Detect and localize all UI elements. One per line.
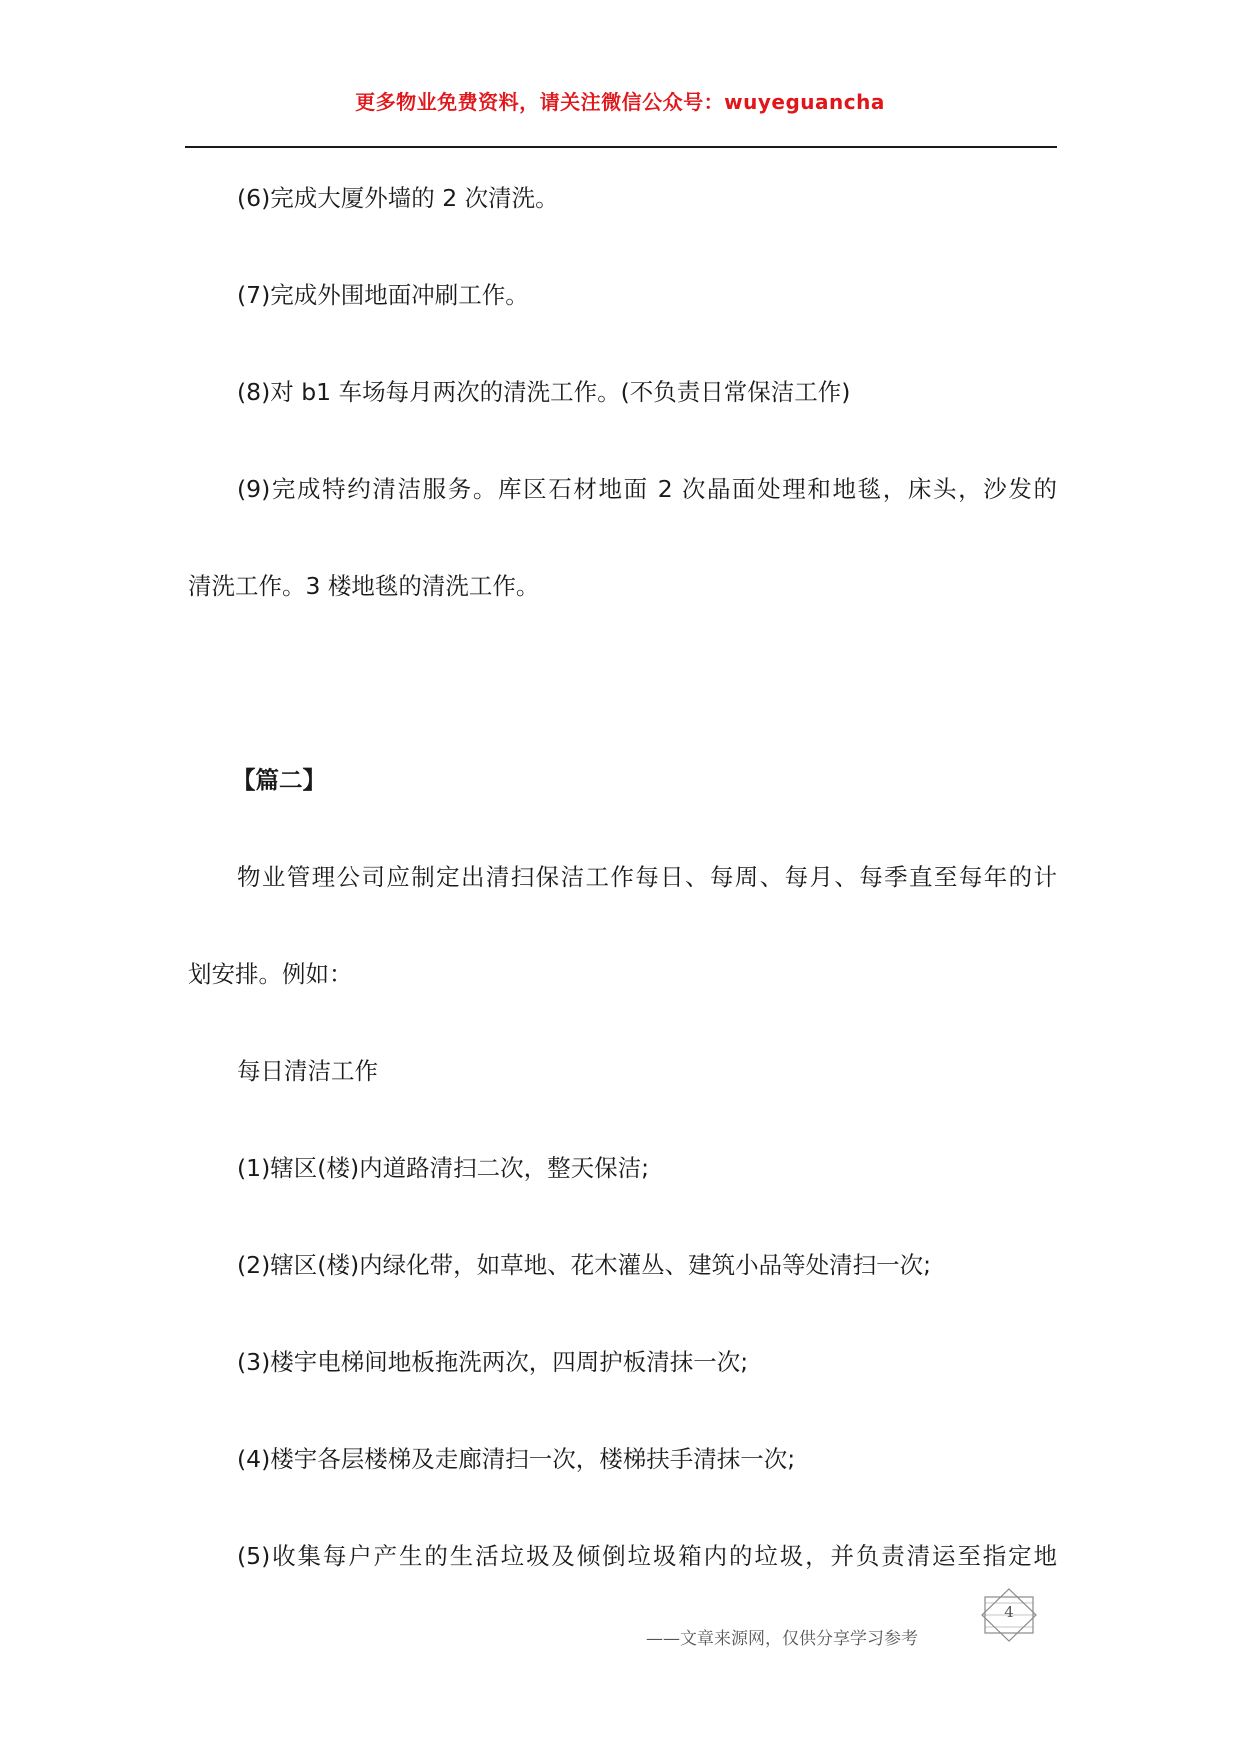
paragraph-item-9-line-1: (9)完成特约清洁服务。库区石材地面 2 次晶面处理和地毯，床头，沙发的 [237, 475, 1057, 503]
section-heading: 【篇二】 [232, 766, 326, 794]
paragraph-item-8: (8)对 b1 车场每月两次的清洗工作。(不负责日常保洁工作) [237, 378, 851, 406]
list-item: (4)楼宇各层楼梯及走廊清扫一次，楼梯扶手清抹一次; [237, 1445, 796, 1473]
header-banner: 更多物业免费资料，请关注微信公众号：wuyeguancha [355, 90, 885, 114]
intro-line-2: 划安排。例如： [188, 960, 353, 988]
page-number-badge [978, 1588, 1040, 1644]
list-item: (2)辖区(楼)内绿化带，如草地、花木灌丛、建筑小品等处清扫一次; [237, 1251, 932, 1279]
page-number: 4 [1004, 1603, 1014, 1621]
list-item: (1)辖区(楼)内道路清扫二次，整天保洁; [237, 1154, 650, 1182]
footer-note: ——文章来源网，仅供分享学习参考 [646, 1629, 918, 1649]
paragraph-item-6: (6)完成大厦外墙的 2 次清洗。 [237, 184, 559, 212]
list-item: (5)收集每户产生的生活垃圾及倾倒垃圾箱内的垃圾，并负责清运至指定地 [237, 1542, 1057, 1570]
daily-heading: 每日清洁工作 [237, 1057, 378, 1085]
header-divider [185, 146, 1057, 148]
paragraph-item-7: (7)完成外围地面冲刷工作。 [237, 281, 529, 309]
intro-line-1: 物业管理公司应制定出清扫保洁工作每日、每周、每月、每季直至每年的计 [237, 863, 1057, 891]
paragraph-item-9-line-2: 清洗工作。3 楼地毯的清洗工作。 [188, 572, 540, 600]
list-item: (3)楼宇电梯间地板拖洗两次，四周护板清抹一次; [237, 1348, 749, 1376]
